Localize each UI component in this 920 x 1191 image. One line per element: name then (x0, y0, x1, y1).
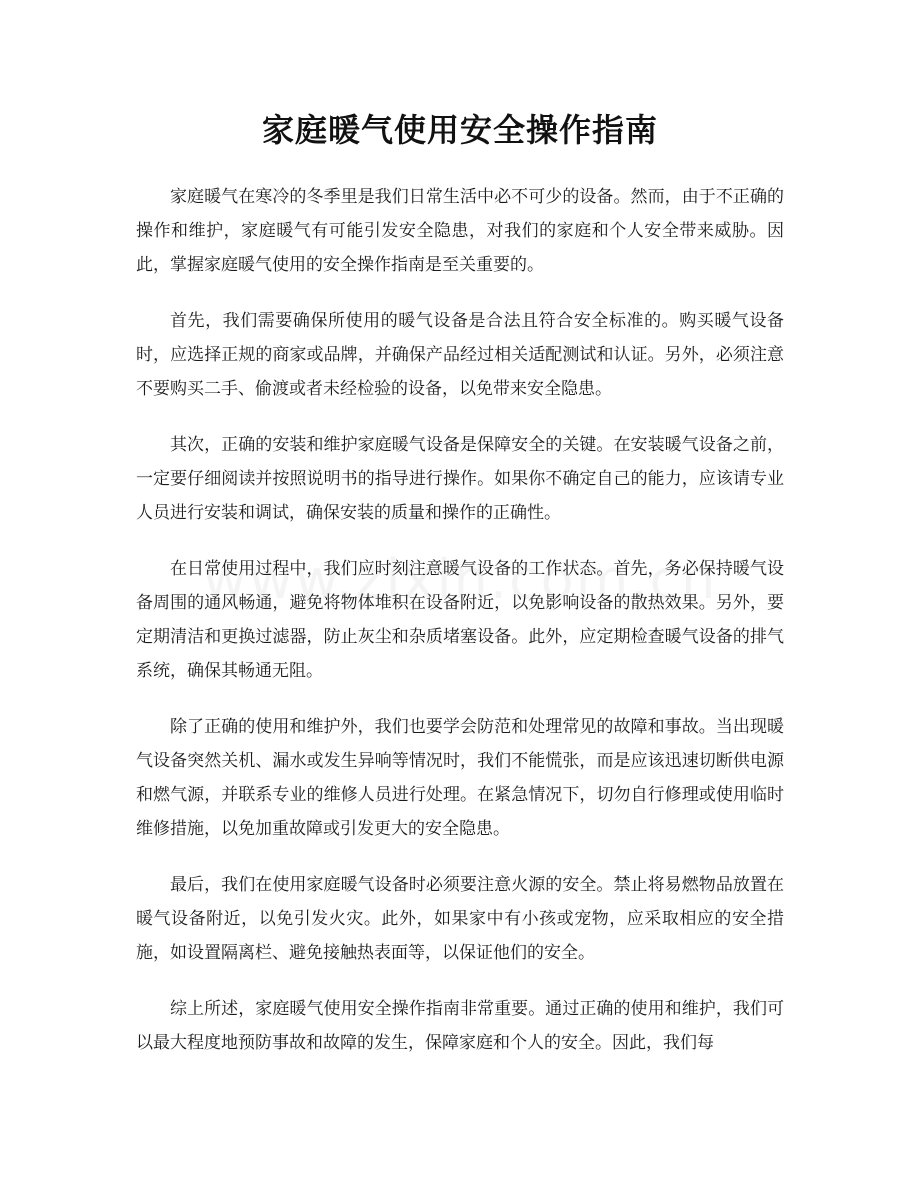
paragraph-intro: 家庭暖气在寒冷的冬季里是我们日常生活中必不可少的设备。然而，由于不正确的操作和维护，家庭暖气有可能引发安全隐患，对我们的家庭和个人安全带来威胁。因此，掌握家庭暖气使用的安全操作指南是至关重要的。 (136, 187, 784, 275)
paragraph-daily-use: 在日常使用过程中，我们应时刻注意暖气设备的工作状态。首先，务必保持暖气设备周围的通风畅通，避免将物体堆积在设备附近，以免影响设备的散热效果。另外，要定期清洁和更换过滤器，防止灰尘和杂质堵塞设备。此外，应定期检查暖气设备的排气系统，确保其畅通无阻。 (136, 559, 784, 681)
document-body (136, 180, 784, 1082)
paragraph-equipment-standards: 首先，我们需要确保所使用的暖气设备是合法且符合安全标准的。购买暖气设备时，应选择正规的商家或品牌，并确保产品经过相关适配测试和认证。另外，必须注意不要购买二手、偷渡或者未经检验的设备，以免带来安全隐患。 (136, 311, 784, 399)
paragraph-fire-safety: 最后，我们在使用家庭暖气设备时必须要注意火源的安全。禁止将易燃物品放置在暖气设备附近，以免引发火灾。此外，如果家中有小孩或宠物，应采取相应的安全措施，如设置隔离栏、避免接触热表面等，以保证他们的安全。 (136, 875, 784, 963)
paragraph-installation: 其次，正确的安装和维护家庭暖气设备是保障安全的关键。在安装暖气设备之前，一定要仔细阅读并按照说明书的指导进行操作。如果你不确定自己的能力，应该请专业人员进行安装和调试，确保安装的质量和操作的正确性。 (136, 435, 784, 523)
paragraph-faults: 除了正确的使用和维护外，我们也要学会防范和处理常见的故障和事故。当出现暖气设备突然关机、漏水或发生异响等情况时，我们不能慌张，而是应该迅速切断供电源和燃气源，并联系专业的维修人员进行处理。在紧急情况下，切勿自行修理或使用临时维修措施，以免加重故障或引发更大的安全隐患。 (136, 717, 784, 839)
document-title: 家庭暖气使用安全操作指南 (261, 111, 658, 149)
paragraph-summary: 综上所述，家庭暖气使用安全操作指南非常重要。通过正确的使用和维护，我们可以最大程度地预防事故和故障的发生，保障家庭和个人的安全。因此，我们每 (136, 999, 784, 1053)
